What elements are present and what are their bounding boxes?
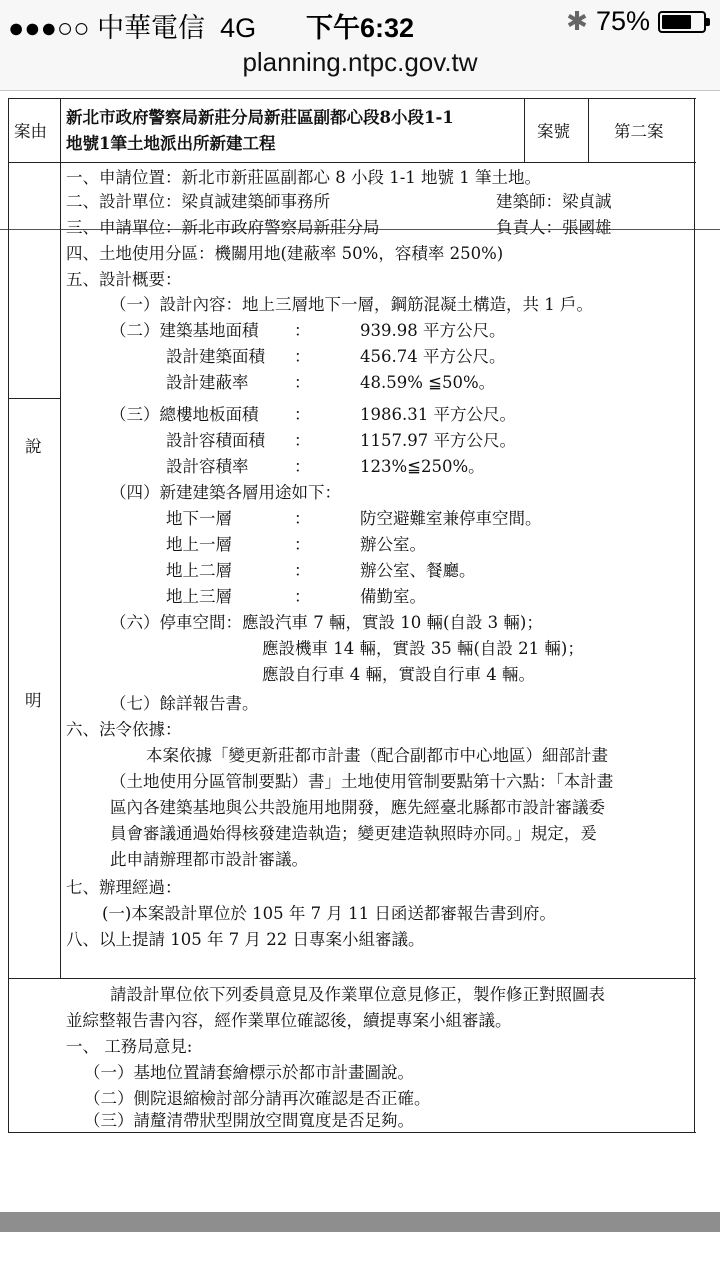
side-label-ming: 明 [25, 691, 42, 710]
text-line: 設計容積面積 [166, 431, 265, 450]
colon: ： [294, 347, 311, 366]
clock: 下午6:32 [306, 13, 415, 43]
carrier-name: 中華電信 [97, 13, 206, 43]
case-label: 案由 [14, 122, 47, 141]
text-line: 備勤室。 [360, 587, 426, 606]
text-line: 939.98 平方公尺。 [360, 321, 506, 340]
document-page [0, 98, 720, 1138]
url-text[interactable]: planning.ntpc.gov.tw [242, 47, 478, 77]
text-line: 設計建蔽率 [166, 373, 249, 392]
network-type: 4G [220, 13, 257, 43]
side-divider [8, 398, 60, 399]
text-line: 456.74 平方公尺。 [360, 347, 506, 366]
text-line: 一、 工務局意見: [66, 1037, 193, 1056]
signal-strength-icon: ●●●○○ [8, 13, 90, 43]
table-divider-header [8, 162, 696, 163]
status-right [566, 6, 706, 37]
battery-icon [658, 11, 706, 33]
text-line: （三）總樓地板面積 [110, 405, 259, 424]
text-line: 1157.97 平方公尺。 [360, 431, 516, 450]
text-line: 防空避難室兼停車空間。 [360, 509, 542, 528]
text-line: 設計建築面積 [166, 347, 265, 366]
table-border-left [8, 98, 9, 1132]
text-line: （四）新建建築各層用途如下： [110, 483, 341, 502]
text-line: 七、辦理經過： [66, 878, 182, 897]
table-divider-left [60, 98, 61, 978]
colon: ： [294, 535, 311, 554]
text-line: 本案依據「變更新莊都市計畫（配合副都市中心地區）細部計畫 [146, 746, 608, 765]
table-border-top [8, 98, 696, 99]
case-no-divider-2 [588, 98, 589, 162]
text-line: 負責人：張國雄 [496, 218, 612, 237]
text-line: （一）基地位置請套繪標示於都市計畫圖說。 [84, 1063, 414, 1082]
colon: ： [294, 587, 311, 606]
text-line: （三）請釐清帶狀型開放空間寬度是否足夠。 [84, 1111, 414, 1130]
text-line: 1986.31 平方公尺。 [360, 405, 516, 424]
bluetooth-icon: ✱ [566, 6, 588, 36]
text-line: 48.59% ≦50%。 [360, 373, 496, 392]
colon: ： [294, 431, 311, 450]
text-line: （一）設計內容：地上三層地下一層，鋼筋混凝土構造，共 1 戶。 [110, 295, 593, 314]
text-line: 應設機車 14 輛，實設 35 輛(自設 21 輛)； [262, 639, 584, 658]
table-border-right [694, 98, 695, 1132]
colon: ： [294, 509, 311, 528]
text-line: 設計容積率 [166, 457, 249, 476]
text-line: 五、設計概要： [66, 270, 182, 289]
text-line: 四、土地使用分區：機關用地(建蔽率 50%，容積率 250%) [66, 244, 504, 263]
battery-level [662, 15, 691, 29]
case-no-divider-1 [524, 98, 525, 162]
text-line: 123%≦250%。 [360, 457, 485, 476]
text-line: （六）停車空間：應設汽車 7 輛，實設 10 輛(自設 3 輛)； [110, 613, 543, 632]
address-bar[interactable] [0, 44, 720, 91]
text-line: 並綜整報告書內容，經作業單位確認後，續提專案小組審議。 [66, 1011, 512, 1030]
carrier-info [8, 6, 256, 45]
text-line: 應設自行車 4 輛，實設自行車 4 輛。 [262, 665, 535, 684]
text-line: （七）餘詳報告書。 [110, 694, 259, 713]
colon: ： [294, 373, 311, 392]
text-line: 辦公室。 [360, 535, 426, 554]
text-line: （二）建築基地面積 [110, 321, 259, 340]
text-line: 六、法令依據： [66, 720, 182, 739]
case-title-line-2: 地號1筆土地派出所新建工程 [66, 134, 276, 153]
case-number: 第二案 [614, 122, 664, 141]
text-line: 辦公室、餐廳。 [360, 561, 476, 580]
text-line: 二、設計單位：梁貞誠建築師事務所 [66, 192, 330, 211]
text-line: 地上二層 [166, 561, 232, 580]
side-label-shuo: 說 [25, 437, 42, 456]
text-line: 八、以上提請 105 年 7 月 22 日專案小組審議。 [66, 930, 425, 949]
table-divider-remarks [8, 978, 696, 979]
case-number-label: 案號 [537, 122, 570, 141]
colon: ： [294, 457, 311, 476]
text-line: （二）側院退縮檢討部分請再次確認是否正確。 [84, 1089, 431, 1108]
battery-percent: 75% [595, 6, 650, 36]
bottom-scroll-bar [0, 1212, 720, 1232]
text-line: 地下一層 [166, 509, 232, 528]
text-line: 請設計單位依下列委員意見及作業單位意見修正，製作修正對照圖表 [110, 985, 605, 1004]
text-line: 此申請辦理都市設計審議。 [110, 850, 308, 869]
text-line: （土地使用分區管制要點）書」土地使用管制要點第十六點：「本計畫 [110, 772, 614, 791]
case-title-line-1: 新北市政府警察局新莊分局新莊區副都心段8小段1-1 [66, 108, 454, 127]
text-line: 區內各建築基地與公共設施用地開發，應先經臺北縣都市設計審議委 [110, 798, 605, 817]
table-border-bottom [8, 1132, 696, 1133]
colon: ： [294, 405, 311, 424]
text-line: 員會審議通過始得核發建造執造；變更建造執照時亦同。」規定，爰 [110, 824, 597, 843]
text-line: 一、申請位置：新北市新莊區副都心 8 小段 1-1 地號 1 筆土地。 [66, 168, 542, 187]
colon: ： [294, 321, 311, 340]
text-line: (一)本案設計單位於 105 年 7 月 11 日函送都審報告書到府。 [102, 904, 556, 923]
text-line: 地上一層 [166, 535, 232, 554]
text-line: 三、申請單位：新北市政府警察局新莊分局 [66, 218, 380, 237]
status-bar [0, 0, 720, 44]
colon: ： [294, 561, 311, 580]
text-line: 地上三層 [166, 587, 232, 606]
text-line: 建築師：梁貞誠 [496, 192, 612, 211]
